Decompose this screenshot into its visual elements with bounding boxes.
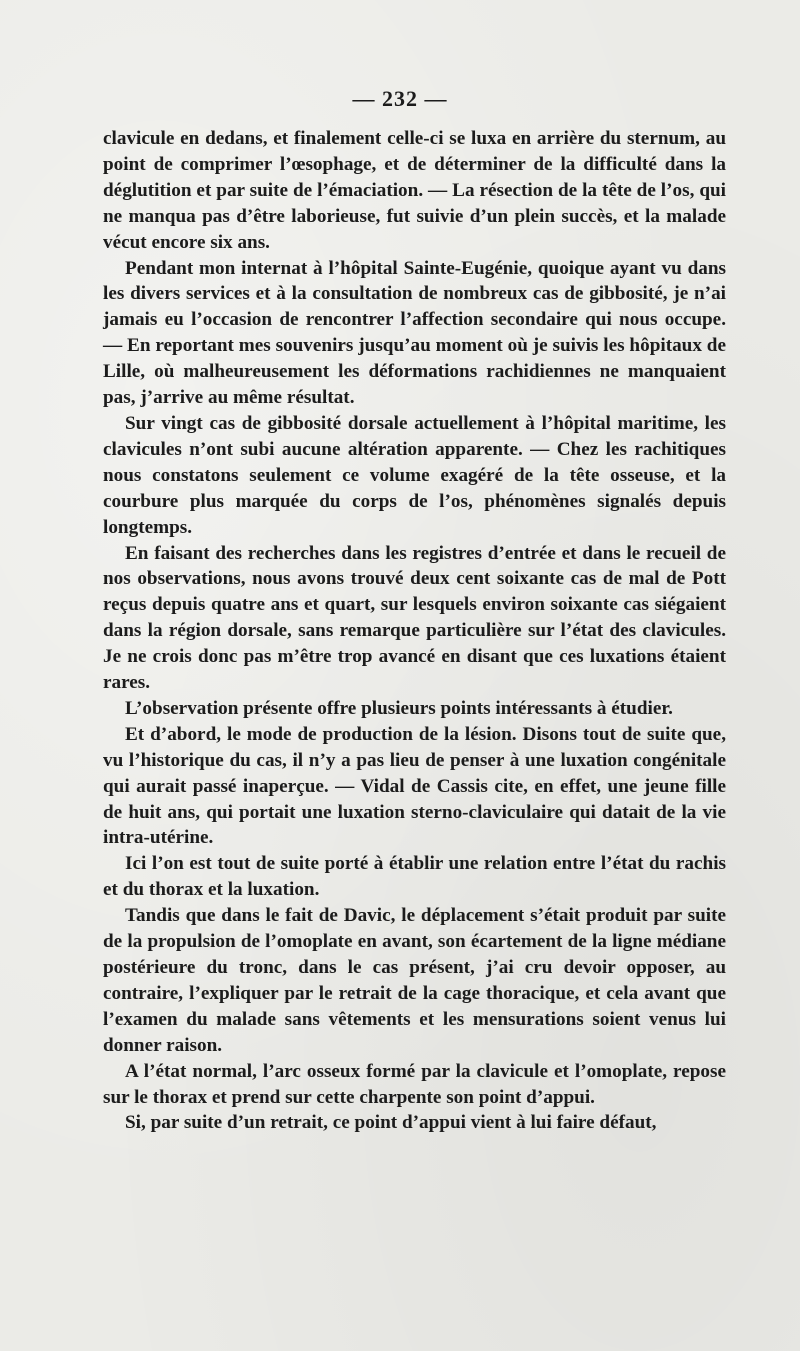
paragraph-6: Et d’abord, le mode de production de la lésion. Disons tout de suite que, vu l’historique du cas, il n’y a pas lieu de penser à une luxation congénitale qui aurait passé inaperçue. — Vidal de Cassis cite, en effet, une jeune fille de huit ans, qui portait une luxation sterno-claviculaire qui datait de la vie intra-utérine. [103,723,726,849]
paragraph-4: En faisant des recherches dans les registres d’entrée et dans le recueil de nos observations, nous avons trouvé deux cent soixante cas de mal de Pott reçus depuis quatre ans et quart, sur lesquels environ soixante cas siégaient dans la région dorsale, sans remarque particulière sur l’état des clavicules. Je ne crois donc pas m’être trop avancé en disant que ces luxations étaient rares. [103,542,726,694]
paragraph-9: A l’état normal, l’arc osseux formé par la clavicule et l’omoplate, repose sur le thorax et prend sur cette charpente son point d’appui. [103,1060,726,1108]
paragraph-3: Sur vingt cas de gibbosité dorsale actuellement à l’hôpital maritime, les clavicules n’ont subi aucune altération apparente. — Chez les rachitiques nous constatons seulement ce volume exagéré de la tête osseuse, et la courbure plus marquée du corps de l’os, phénomènes signalés depuis longtemps. [103,412,726,538]
page-number: — 232 — [352,86,448,111]
paragraph-8: Tandis que dans le fait de Davic, le déplacement s’était produit par suite de la propulsion de l’omoplate en avant, son écartement de la ligne médiane postérieure du tronc, dans le cas présent, j’ai cru devoir opposer, au contraire, l’expliquer par le retrait de la cage thoracique, et cela avant que l’examen du malade sans vêtements et les mensurations soient venus lui donner raison. [103,905,726,1056]
body-text [103,126,726,1136]
paragraph-7: Ici l’on est tout de suite porté à établir une relation entre l’état du rachis et du thorax et la luxation. [103,853,726,901]
paragraph-10: Si, par suite d’un retrait, ce point d’appui vient à lui faire défaut, [125,1112,657,1134]
paragraph-5: L’observation présente offre plusieurs points intéressants à étudier. [125,697,673,719]
paragraph-1: clavicule en dedans, et finalement celle-ci se luxa en arrière du sternum, au point de comprimer l’œsophage, et de déterminer de la difficulté dans la déglutition et par suite de l’émaciation. — La résection de la tête de l’os, qui ne manqua pas d’être laborieuse, fut suivie d’un plein succès, et la malade vécut encore six ans. [103,128,726,253]
paragraph-2: Pendant mon internat à l’hôpital Sainte-Eugénie, quoique ayant vu dans les divers services et à la consultation de nombreux cas de gibbosité, je n’ai jamais eu l’occasion de rencontrer l’affection secondaire qui nous occupe. — En reportant mes souvenirs jusqu’au moment où je suivis les hôpitaux de Lille, où malheureusement les déformations rachidiennes ne manquaient pas, j’arrive au même résultat. [103,257,726,409]
